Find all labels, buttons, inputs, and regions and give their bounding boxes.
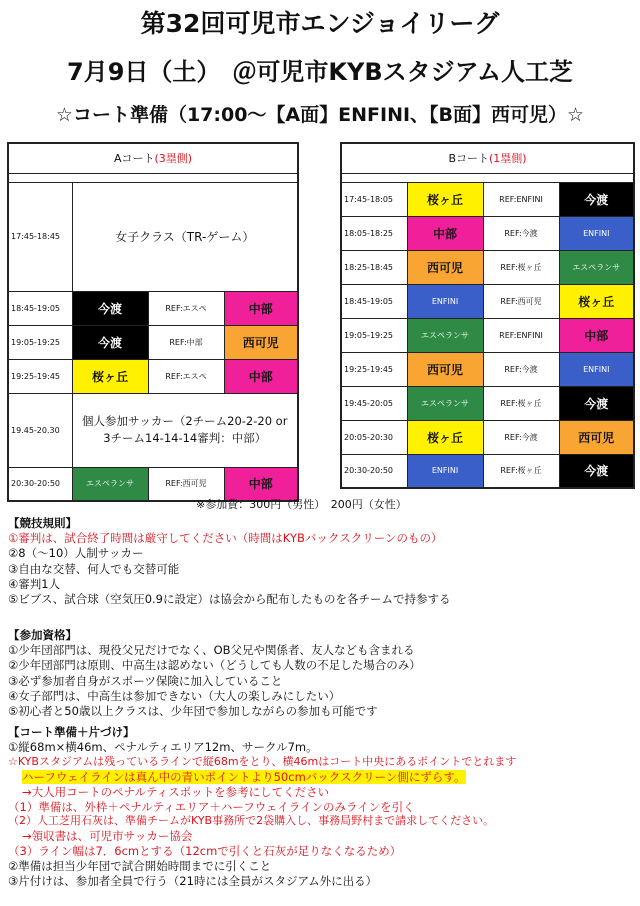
list-item: ④女子部門は、中高生は参加できない（大人の楽しみにしたい） xyxy=(8,688,341,703)
team-cell: ENFINI xyxy=(407,454,483,488)
section-title: 【参加資格】 xyxy=(8,628,77,642)
list-item: →領収書は、可児市サッカー協会 xyxy=(22,829,193,844)
table-row xyxy=(341,454,634,488)
time-cell: 17:45-18:05 xyxy=(341,182,407,216)
team-cell: 西可児 xyxy=(224,325,298,359)
team-cell: 今渡 xyxy=(72,325,148,359)
time-cell: 20:30-20:50 xyxy=(8,467,72,501)
ref-cell: REF:桜ヶ丘 xyxy=(483,454,559,488)
table-row xyxy=(8,291,298,325)
team-cell: ENFINI xyxy=(559,216,634,250)
time-cell: 18:45-19:05 xyxy=(341,284,407,318)
ref-cell: REF:今渡 xyxy=(483,420,559,454)
time-cell: 18:25-18:45 xyxy=(341,250,407,284)
time-cell: 20:05-20:30 xyxy=(341,420,407,454)
table-row xyxy=(341,284,634,318)
list-item: ③自由な交替、何人でも交替可能 xyxy=(8,561,180,576)
time-cell: 19:05-19:25 xyxy=(8,325,72,359)
ref-cell: REF:桜ヶ丘 xyxy=(483,386,559,420)
participation-fee: ※参加費：300円（男性） 200円（女性） xyxy=(196,498,407,511)
court-a-header: Aコート(3塁側) xyxy=(8,143,298,173)
list-item: ②8（～10）人制サッカー xyxy=(8,546,144,561)
table-row xyxy=(341,386,634,420)
page-title: 第32回可児市エンジョイリーグ xyxy=(140,9,500,38)
court-setup-section xyxy=(8,725,634,889)
ref-cell: REF:エスペ xyxy=(148,359,224,393)
team-cell: 今渡 xyxy=(559,182,634,216)
court-a-table xyxy=(7,142,299,502)
individual-soccer-cell: 個人参加サッカー（2チーム20-2-20 or 3チーム14-14-14審判：中部） xyxy=(72,393,298,467)
team-cell: 西可児 xyxy=(407,250,483,284)
table-row xyxy=(8,359,298,393)
time-cell: 19.45-20.30 xyxy=(8,393,72,467)
team-cell: エスペランサ xyxy=(407,318,483,352)
table-row xyxy=(341,318,634,352)
list-item: ①審判は、試合終了時間は厳守してください（時間はKYBバックスクリーンのもの） xyxy=(8,531,443,546)
team-cell: ENFINI xyxy=(559,352,634,386)
team-cell: ENFINI xyxy=(407,284,483,318)
section-title: 【競技規則】 xyxy=(8,516,77,530)
list-item: ③片付けは、参加者全員で行う（21時には全員がスタジアム外に出る） xyxy=(8,874,378,889)
list-item: ⑤初心者と50歳以上クラスは、少年団で参加しながらの参加も可能です xyxy=(8,704,378,719)
table-row xyxy=(8,325,298,359)
list-item: ①縦68m×横46m、ペナルティエリア12m、サークル7m。 xyxy=(8,739,318,754)
ref-cell: REF:ENFINI xyxy=(483,318,559,352)
team-cell: 桜ヶ丘 xyxy=(407,420,483,454)
list-item: ④審判1人 xyxy=(8,576,61,591)
team-cell: 桜ヶ丘 xyxy=(559,284,634,318)
team-cell: 桜ヶ丘 xyxy=(407,182,483,216)
list-item: （2）人工芝用石灰は、準備チームがKYB事務所で2袋購入し、事務局野村まで請求してください。 xyxy=(8,814,495,828)
team-cell: 西可児 xyxy=(559,420,634,454)
team-cell: 今渡 xyxy=(72,291,148,325)
list-item: →大人用コートのペナルティスポットを参考にしてください xyxy=(22,784,330,799)
ref-cell: REF:西可児 xyxy=(483,284,559,318)
list-item: ②少年団部門は原則、中高生は認めない（どうしても人数の不足した場合のみ） xyxy=(8,658,421,673)
table-row xyxy=(341,250,634,284)
time-cell: 19:25-19:45 xyxy=(8,359,72,393)
table-row xyxy=(341,352,634,386)
team-cell: エスペランサ xyxy=(407,386,483,420)
ref-cell: REF:西可児 xyxy=(148,467,224,501)
eligibility-section xyxy=(8,628,634,719)
section-title: 【コート準備＋片づけ】 xyxy=(8,725,135,739)
time-cell: 18:45-19:05 xyxy=(8,291,72,325)
time-cell: 20:30-20:50 xyxy=(341,454,407,488)
ref-cell: REF:今渡 xyxy=(483,352,559,386)
ref-cell: REF:桜ヶ丘 xyxy=(483,250,559,284)
ref-cell: REF:今渡 xyxy=(483,216,559,250)
team-cell: 中部 xyxy=(224,467,298,501)
table-row xyxy=(341,216,634,250)
ref-cell: REF:エスペ xyxy=(148,291,224,325)
table-row xyxy=(8,393,298,467)
table-row xyxy=(341,420,634,454)
list-item: （1）準備は、外枠＋ペナルティエリア＋ハーフウェイラインのみラインを引く xyxy=(8,799,415,814)
date-venue: 7月9日（土） ＠可児市KYBスタジアム人工芝 xyxy=(67,58,573,86)
list-item: ☆KYBスタジアムは残っているラインで縦68mをとり、横46mはコート中央にあるポイントでとれます xyxy=(8,754,517,768)
team-cell: 中部 xyxy=(559,318,634,352)
court-b-table xyxy=(340,142,635,489)
time-cell: 19:05-19:25 xyxy=(341,318,407,352)
team-cell: 今渡 xyxy=(559,386,634,420)
time-cell: 19:25-19:45 xyxy=(341,352,407,386)
team-cell: 中部 xyxy=(224,359,298,393)
ref-cell: REF:中部 xyxy=(148,325,224,359)
team-cell: エスペランサ xyxy=(559,250,634,284)
rules-section xyxy=(8,516,634,607)
court-prep: ☆コート準備（17:00～【A面】ENFINI、【B面】西可児）☆ xyxy=(55,104,585,126)
list-item: ③必ず参加者自身がスポーツ保険に加入していること xyxy=(8,673,283,688)
list-item: ②準備は担当少年団で試合開始時間までに引くこと xyxy=(8,859,272,874)
team-cell: 中部 xyxy=(407,216,483,250)
team-cell: エスペランサ xyxy=(72,467,148,501)
list-item: （3）ライン幅は7．6cmとする（12cmで引くと石灰が足りなくなるため） xyxy=(8,844,402,859)
time-cell: 19:45-20:05 xyxy=(341,386,407,420)
list-item: ハーフウェイラインは真ん中の青いポイントより50cmバックスクリーン側にずらす。 xyxy=(22,769,466,784)
court-b-header: Bコート(1塁側) xyxy=(341,143,634,173)
time-cell: 17:45-18:45 xyxy=(8,182,72,291)
list-item: ⑤ビブス、試合球（空気圧0.9に設定）は協会から配布したものを各チームで持参する xyxy=(8,592,451,607)
ref-cell: REF:ENFINI xyxy=(483,182,559,216)
list-item: ①少年団部門は、現役父兄だけでなく、OB父兄や関係者、友人なども含まれる xyxy=(8,643,415,658)
table-row xyxy=(341,182,634,216)
table-row xyxy=(8,182,298,291)
womens-class-cell: 女子クラス（TR-ゲーム） xyxy=(72,182,298,291)
time-cell: 18:05-18:25 xyxy=(341,216,407,250)
team-cell: 今渡 xyxy=(559,454,634,488)
team-cell: 中部 xyxy=(224,291,298,325)
team-cell: 桜ヶ丘 xyxy=(72,359,148,393)
team-cell: 西可児 xyxy=(407,352,483,386)
